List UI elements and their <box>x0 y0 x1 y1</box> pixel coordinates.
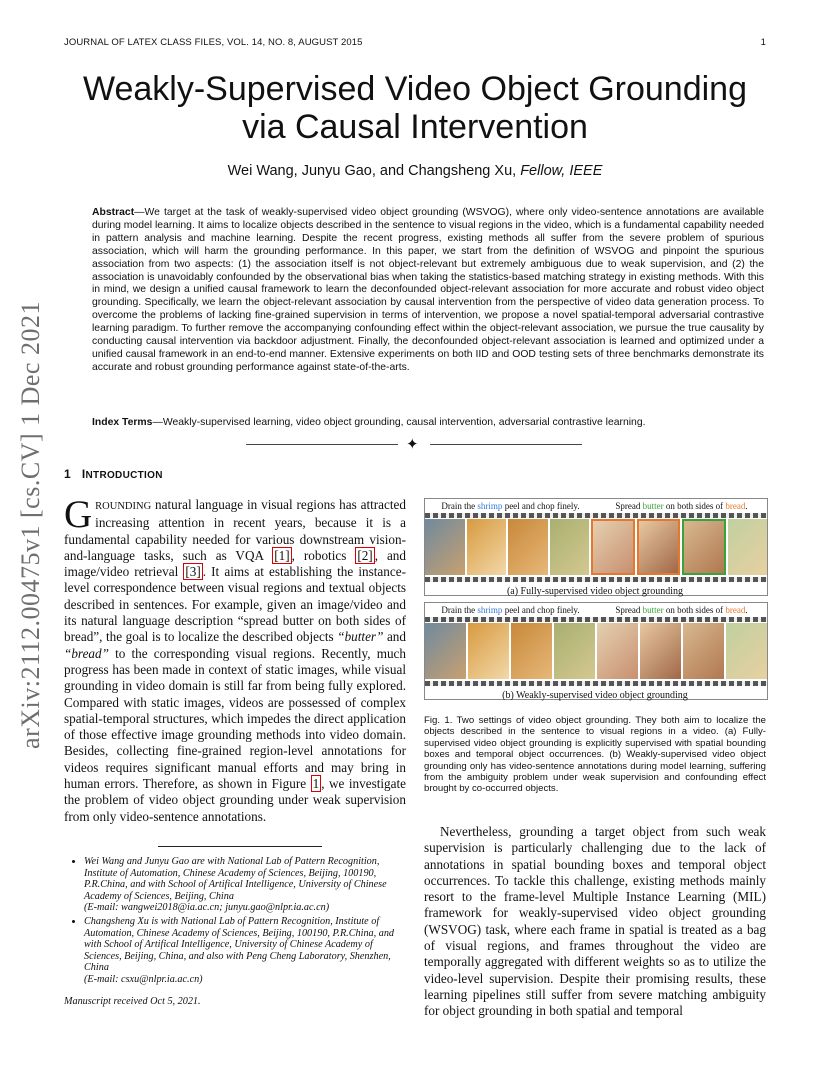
section-heading <box>64 467 163 481</box>
panel-b-captions <box>425 603 767 617</box>
journal-name: JOURNAL OF LATEX CLASS FILES, VOL. 14, NO. 8, AUGUST 2015 <box>64 37 363 48</box>
arxiv-sidebar <box>8 290 54 760</box>
index-terms-text: —Weakly-supervised learning, video object grounding, causal intervention, adversarial contrastive learning. <box>152 417 646 428</box>
intro-text-4: . It aims at establishing the instance-level correspondence between visual regions and textual objects described in sentences. For example, given an image/video and its natural language description “spread butter on both sides of bread”, the goal is to localize the described objects <box>64 564 406 645</box>
video-frame <box>550 519 590 575</box>
video-frame <box>591 519 635 575</box>
video-frame <box>511 623 552 679</box>
panel-a-caption-left: Drain the shrimp peel and chop finely. <box>441 501 580 511</box>
video-frame <box>728 519 768 575</box>
object-butter: “butter” <box>337 629 384 645</box>
figure-1 <box>424 498 766 704</box>
drop-cap: G <box>64 493 93 536</box>
section-title-rest: NTRODUCTION <box>85 470 163 481</box>
author-names: Wei Wang, Junyu Gao, and Changsheng Xu, <box>227 163 517 179</box>
author-fellow: Fellow, IEEE <box>520 163 603 179</box>
abstract-label: Abstract <box>92 207 135 218</box>
subcaption-a: (a) Fully-supervised video object grounding <box>506 586 684 597</box>
video-frames-b <box>425 623 767 679</box>
intro-text-2: , robotics <box>291 547 356 563</box>
video-frame <box>554 623 595 679</box>
page-number: 1 <box>760 37 766 48</box>
panel-a-caption-right: Spread butter on both sides of bread. <box>615 501 748 511</box>
video-frame <box>508 519 548 575</box>
video-frame <box>640 623 681 679</box>
citation-link-3[interactable]: [3] <box>185 564 201 580</box>
subcaption-b: (b) Weakly-supervised video object grounding <box>502 690 688 701</box>
film-strip-top <box>425 617 767 622</box>
footnote-item-2 <box>84 916 406 986</box>
title-line-1: Weakly-Supervised Video Object Grounding <box>83 70 747 108</box>
citation-link-1[interactable]: [1] <box>274 547 290 563</box>
video-frame <box>467 519 507 575</box>
index-terms-label: Index Terms <box>92 417 153 428</box>
separator-left <box>246 444 398 445</box>
footnote-1-email: (E-mail: wangwei2018@ia.ac.cn; junyu.gao@nlpr.ia.ac.cn) <box>84 902 330 914</box>
film-strip-top <box>425 513 767 518</box>
arxiv-identifier: arXiv:2112.00475v1 [cs.CV] 1 Dec 2021 <box>16 301 45 749</box>
footnote-2-text: Changsheng Xu is with National Lab of Pattern Recognition, Institute of Automation, Chinese Academy of Sciences, Beijing, 100190, P.R.China, and with School of Artifical Intelligence, University of Chinese Academy of Sciences, Beijing, China, and also with Peng Cheng Laboratory, Shenzhen, China <box>84 915 395 974</box>
video-frame <box>468 623 509 679</box>
video-frame <box>726 623 767 679</box>
separator-right <box>430 444 582 445</box>
figure-panel-b <box>424 602 768 700</box>
video-frame <box>597 623 638 679</box>
figure-link[interactable]: 1 <box>312 776 320 792</box>
panel-a-captions <box>425 499 767 513</box>
footnote-item-1 <box>84 856 406 914</box>
video-frames-a <box>425 519 767 575</box>
footnote-rule <box>158 846 322 847</box>
video-frame <box>682 519 726 575</box>
panel-b-caption-right: Spread butter on both sides of bread. <box>615 605 748 615</box>
object-bread: “bread” <box>64 645 109 661</box>
intro-text-7: , we investigate the problem of video object grounding under weak supervision from only video-sentence annotations. <box>64 776 406 824</box>
abstract-text: —We target at the task of weakly-supervised video object grounding (WSVOG), where only video-sentence annotations are available during model learning. It aims to localize objects described in the sentence to visual regions in the video, which is a fundamental capability needed in pattern analysis and machine learning. Despite the recent progress, existing methods all suffer from the severe problem of spurious association, which will harm the grounding performance. In this paper, we start from the definition of WSVOG and pinpoint the spurious association from two aspects: (1) the association itself is not object-relevant but extremely ambiguous due to weak supervision, and (2) the association is unavoidably confounded by the observational bias when taking the statistics-based matching strategy in existing methods. With this in mind, we design a unified causal framework to learn the deconfounded object-relevant association for more accurate and robust video object grounding. Specifically, we learn the object-relevant association by causal intervention from the perspective of video data generation process. To overcome the problems of lacking fine-grained supervision in terms of intervention, we propose a novel spatial-temporal adversarial contrastive learning paradigm. To further remove the accompanying confounding effect within the object-relevant association, we pursue the true causality by conducting causal intervention via backdoor adjustment. Finally, the deconfounded object-relevant association is learned and optimized under a unified causal framework in an end-to-end manner. Extensive experiments on both IID and OOD testing sets of three benchmarks demonstrate its accurate and robust grounding performance against state-of-the-arts. <box>92 207 764 373</box>
video-frame <box>425 623 466 679</box>
title-line-2: via Causal Intervention <box>242 108 588 146</box>
abstract <box>92 207 764 375</box>
intro-text-5: and <box>383 629 406 645</box>
intro-text-3: , and image/video retrieval <box>64 547 406 580</box>
video-frame <box>683 623 724 679</box>
video-frame <box>637 519 681 575</box>
footnotes <box>64 856 406 988</box>
intro-text-1: natural language in visual regions has attracted increasing attention in recent years, because it is a fundamental capability needed for various downstream vision-and-language tasks, such as VQA <box>64 497 406 563</box>
film-strip-bottom <box>425 577 767 582</box>
intro-paragraph <box>64 493 406 825</box>
film-strip-bottom <box>425 681 767 686</box>
right-column-paragraph: Nevertheless, grounding a target object from such weak supervision is particularly challenging due to the lack of annotations in spatial bounding boxes and temporal object occurrences. To tackle this challenge, existing methods mainly resort to the frame-level Multiple Instance Learning (MIL) framework for weakly-supervised video object grounding (WSVOG) task, where each frame in spatial is treated as a bag of visual regions, and frames throughout the video are temporally aggregated with different weights so as to utilize the video-level supervision. Despite their promising results, these learning pipelines still suffer from severe matching ambiguity for object grounding in both spatial and temporal <box>424 824 766 1019</box>
video-frame <box>425 519 465 575</box>
intro-text-6: to the corresponding visual regions. Recently, much progress has been made in context of static images, while visual grounding in video domain is still far from being fully explored. Compared with static images, videos are possessed of complex spatial-temporal structures, which impedes the direct application of those effective image grounding methods into video domain. Besides, collecting fine-grained region-level annotations for videos requires significant manual efforts and may bring in human errors. Therefore, as shown in Figure <box>64 645 406 792</box>
smallcaps-word: ROUNDING <box>95 501 152 512</box>
separator-ornament: ✦ <box>406 437 419 453</box>
citation-link-2[interactable]: [2] <box>357 547 373 563</box>
footnote-1-text: Wei Wang and Junyu Gao are with National Lab of Pattern Recognition, Institute of Automation, Chinese Academy of Sciences, Beijing, 100190, P.R.China, and with School of Artifical Intelligence, University of Chinese Academy of Sciences, Beijing, China <box>84 856 387 902</box>
paper-title <box>64 70 766 146</box>
section-title-first: I <box>81 467 86 481</box>
figure-panel-a <box>424 498 768 596</box>
panel-b-caption-left: Drain the shrimp peel and chop finely. <box>441 605 580 615</box>
section-number: 1 <box>64 467 71 481</box>
manuscript-note: Manuscript received Oct 5, 2021. <box>64 996 201 1007</box>
author-line <box>64 163 766 179</box>
index-terms <box>92 417 764 430</box>
footnote-2-email: (E-mail: csxu@nlpr.ia.ac.cn) <box>84 973 203 985</box>
figure-caption: Fig. 1. Two settings of video object grounding. They both aim to localize the objects described in the sentence to visual regions in a video. (a) Fully-supervised video object grounding is explicitly supervised with spatial bounding boxes and temporal object occurrences. (b) Weakly-supervised video object grounding only has video-sentence annotations during model learning, suffering from the ambiguity problem under weak supervision and confounding effect brought by co-occurred objects. <box>424 715 766 795</box>
running-header <box>64 37 766 48</box>
